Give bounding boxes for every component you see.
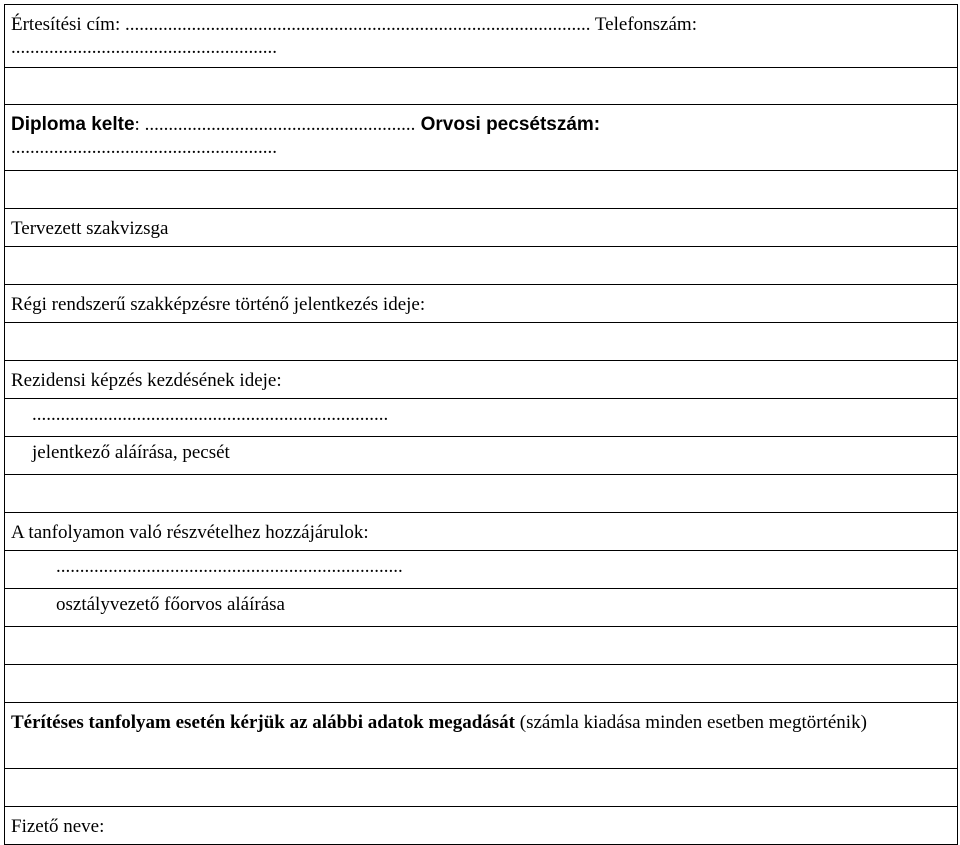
registration-form-table (4, 4, 958, 845)
diploma-date-dots[interactable]: ......................................................... (144, 114, 416, 135)
blank-cell (5, 769, 958, 807)
blank-row (5, 247, 958, 285)
diploma-cell (5, 105, 958, 171)
residency-label[interactable]: Rezidensi képzés kezdésének ideje: (5, 361, 958, 399)
blank-cell (5, 323, 958, 361)
payment-note-text: (számla kiadása minden esetben megtörténik) (515, 712, 867, 733)
blank-row (5, 68, 958, 105)
exam-row (5, 209, 958, 247)
consent-row (5, 513, 958, 551)
payer-row (5, 807, 958, 845)
residency-row (5, 361, 958, 399)
blank-row (5, 665, 958, 703)
contact-row (5, 5, 958, 68)
blank-row (5, 323, 958, 361)
phone-dots[interactable]: ........................................................ (11, 37, 277, 58)
payment-note-bold: Térítéses tanfolyam esetén kérjük az alábbi adatok megadását (11, 712, 515, 733)
contact-cell (5, 5, 958, 68)
blank-cell (5, 68, 958, 105)
contact-label: Értesítési cím: (11, 14, 121, 35)
blank-cell (5, 665, 958, 703)
exam-label[interactable]: Tervezett szakvizsga (5, 209, 958, 247)
stamp-number-label: Orvosi pecsétszám: (415, 114, 601, 135)
phone-label: Telefonszám: (594, 14, 697, 35)
payment-note-row (5, 703, 958, 769)
blank-cell (5, 171, 958, 209)
blank-cell (5, 247, 958, 285)
old-system-row (5, 285, 958, 323)
blank-row (5, 475, 958, 513)
stamp-number-dots[interactable]: ........................................................ (11, 137, 277, 158)
applicant-signature-dots[interactable]: ........................................................................... (5, 399, 958, 437)
head-signature-dots[interactable]: ......................................................................... (5, 551, 958, 589)
consent-label: A tanfolyamon való részvételhez hozzájárulok: (5, 513, 958, 551)
diploma-row (5, 105, 958, 171)
contact-dots[interactable]: .................................................................................................. (120, 14, 595, 35)
head-signature-caption: osztályvezető főorvos aláírása (5, 589, 958, 627)
payer-name-label[interactable]: Fizető neve: (5, 807, 958, 845)
payment-note-cell (5, 703, 958, 769)
blank-row (5, 769, 958, 807)
blank-row (5, 171, 958, 209)
head-signature-line-row (5, 551, 958, 589)
blank-row (5, 627, 958, 665)
head-signature-caption-row (5, 589, 958, 627)
blank-cell (5, 475, 958, 513)
applicant-signature-caption-row (5, 437, 958, 475)
old-system-label[interactable]: Régi rendszerű szakképzésre történő jelentkezés ideje: (5, 285, 958, 323)
blank-cell (5, 627, 958, 665)
diploma-date-label: Diploma kelte (11, 114, 135, 135)
diploma-colon: : (134, 114, 145, 135)
applicant-signature-caption: jelentkező aláírása, pecsét (5, 437, 958, 475)
applicant-signature-line-row (5, 399, 958, 437)
